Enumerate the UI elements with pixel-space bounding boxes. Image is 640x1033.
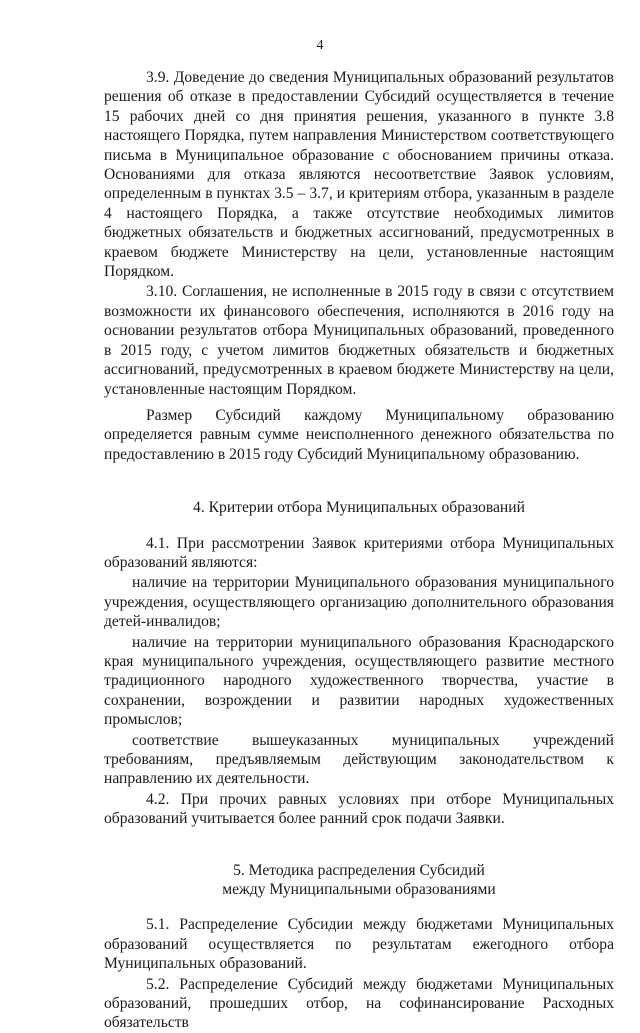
paragraph-3-10-subsidy-size: Размер Субсидий каждому Муниципальному образованию определяется равным сумме неисполненного денежного обязательства по предоставлению в 2015 году Субсидий Муниципальному образованию. — [104, 406, 614, 463]
paragraph-5-1: 5.1. Распределение Субсидии между бюджетами Муниципальных образований осуществляется по результатам ежегодного отбора Муниципальных образований. — [104, 916, 614, 973]
section-5-heading-line1: 5. Методика распределения Субсидий — [233, 861, 485, 879]
page-number: 4 — [316, 38, 324, 53]
criterion-3: соответствие вышеуказанных муниципальных учреждений требованиям, предъявляемым действующим законодательством к направлению их деятельности. — [104, 731, 614, 788]
paragraph-4-2: 4.2. При прочих равных условиях при отборе Муниципальных образований учитывается более ранний срок подачи Заявки. — [104, 790, 614, 828]
document-body — [104, 68, 614, 1033]
criterion-2: наличие на территории муниципального образования Краснодарского края муниципального учреждения, осуществляющего развитие местного традиционного народного художественного творчества, участие в сохранении, возрождении и развитии народных художественных промыслов; — [104, 633, 614, 729]
paragraph-5-2: 5.2. Распределение Субсидий между бюджетами Муниципальных образований, прошедших отбор, на софинансирование Расходных обязательств — [104, 975, 614, 1032]
criterion-1: наличие на территории Муниципального образования муниципального учреждения, осуществляющего организацию дополнительного образования детей-инвалидов; — [104, 574, 614, 631]
paragraph-4-1: 4.1. При рассмотрении Заявок критериями отбора Муниципальных образований являются: — [104, 534, 614, 571]
paragraph-3-9: 3.9. Доведение до сведения Муниципальных образований результатов решения об отказе в предоставлении Субсидий осуществляется в течение 15 рабочих дней со дня принятия решения, указанного в пункте 3.8 настоящего Порядка, путем направления Министерством соответствующего письма в Муниципальное образование с обоснованием причины отказа. Основаниями для отказа являются несоответствие Заявок условиям, определенным в пунктах 3.5 – 3.7, и критериям отбора, указанным в разделе 4 настоящего Порядка, а также отсутствие необходимых лимитов бюджетных обязательств и бюджетных ассигнований, предусмотренных в краевом бюджете Министерству на цели, установленные настоящим Порядком. — [104, 69, 614, 281]
section-4-heading: 4. Критерии отбора Муниципальных образований — [193, 499, 525, 517]
section-5-heading — [104, 861, 614, 900]
paragraph-3-10: 3.10. Соглашения, не исполненные в 2015 году в связи с отсутствием возможности их финансового обеспечения, исполняются в 2016 году на основании результатов отбора Муниципальных образований, проведенного в 2015 году, с учетом лимитов бюджетных обязательств и бюджетных ассигнований, предусмотренных в краевом бюджете Министерству на цели, установленные настоящим Порядком. — [104, 283, 614, 398]
section-5-heading-line2: между Муниципальными образованиями — [222, 881, 496, 899]
